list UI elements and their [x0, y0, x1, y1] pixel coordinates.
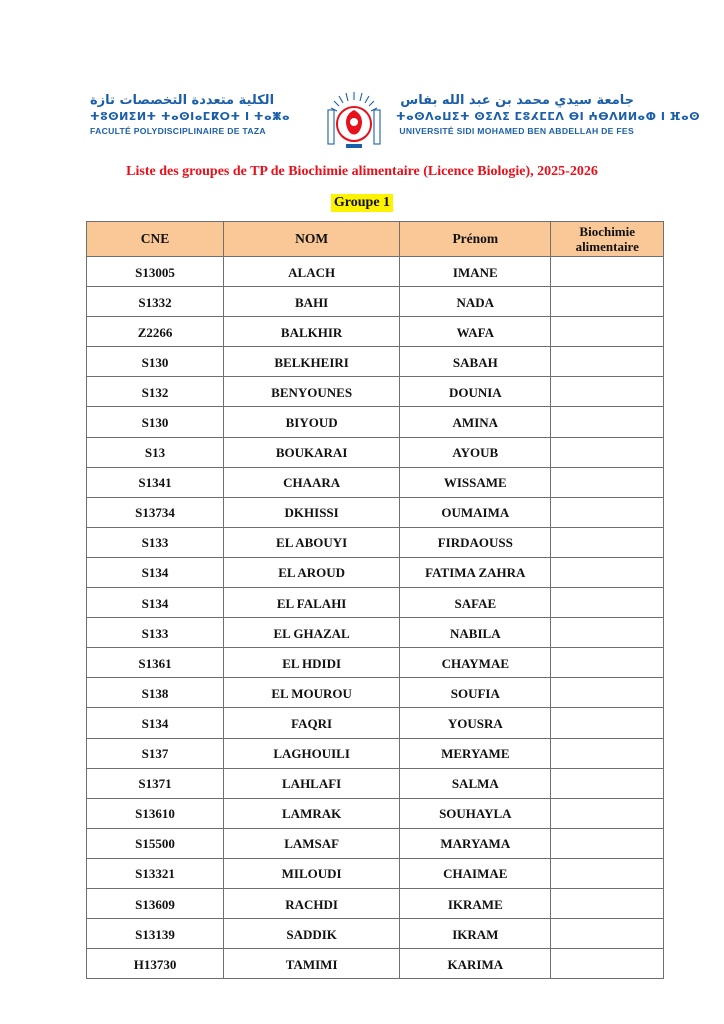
faculty-name-tifinagh: ⵜⵓⵙⵍⵉⵍⵜ ⵜⴰⵙⵏⴰⵎⴽⵔⵜ ⵏ ⵜⴰⵥⴰ — [90, 110, 291, 123]
students-table — [86, 221, 664, 979]
cell-biochimie — [551, 497, 664, 527]
cell-prenom: SABAH — [400, 347, 551, 377]
cell-cne: S13139 — [87, 919, 224, 949]
cell-cne: S13734 — [87, 497, 224, 527]
cell-nom: RACHDI — [224, 888, 400, 918]
cell-prenom: SOUFIA — [400, 678, 551, 708]
cell-biochimie — [551, 377, 664, 407]
table-row — [87, 949, 664, 979]
table-row — [87, 437, 664, 467]
cell-cne: S13610 — [87, 798, 224, 828]
cell-prenom: CHAYMAE — [400, 648, 551, 678]
table-row — [87, 588, 664, 618]
cell-prenom: OUMAIMA — [400, 497, 551, 527]
table-row — [87, 768, 664, 798]
cell-prenom: MERYAME — [400, 738, 551, 768]
cell-nom: ALACH — [224, 257, 400, 287]
cell-prenom: YOUSRA — [400, 708, 551, 738]
cell-nom: LAHLAFI — [224, 768, 400, 798]
cell-biochimie — [551, 738, 664, 768]
table-row — [87, 497, 664, 527]
cell-cne: S130 — [87, 347, 224, 377]
cell-nom: MILOUDI — [224, 858, 400, 888]
cell-biochimie — [551, 588, 664, 618]
letterhead — [88, 92, 701, 150]
cell-biochimie — [551, 618, 664, 648]
cell-nom: BALKHIR — [224, 317, 400, 347]
faculty-block — [90, 92, 328, 138]
cell-cne: S13 — [87, 437, 224, 467]
cell-cne: S137 — [87, 738, 224, 768]
cell-cne: S138 — [87, 678, 224, 708]
document-title: Liste des groupes de TP de Biochimie alimentaire (Licence Biologie), 2025-2026 — [126, 164, 598, 179]
cell-biochimie — [551, 949, 664, 979]
cell-nom: LAMSAF — [224, 828, 400, 858]
table-row — [87, 557, 664, 587]
cell-nom: EL GHAZAL — [224, 618, 400, 648]
cell-nom: BIYOUD — [224, 407, 400, 437]
cell-prenom: AMINA — [400, 407, 551, 437]
cell-cne: H13730 — [87, 949, 224, 979]
cell-nom: EL FALAHI — [224, 588, 400, 618]
cell-cne: S13005 — [87, 257, 224, 287]
cell-nom: LAGHOUILI — [224, 738, 400, 768]
cell-cne: S134 — [87, 588, 224, 618]
column-header-cne: CNE — [87, 222, 224, 257]
cell-cne: S1332 — [87, 287, 224, 317]
cell-prenom: WISSAME — [400, 467, 551, 497]
cell-biochimie — [551, 257, 664, 287]
cell-biochimie — [551, 527, 664, 557]
university-name-arabic: جامعة سيدي محمد بن عبد الله بفاس — [400, 93, 634, 108]
faculty-name-french: FACULTÉ POLYDISCIPLINAIRE DE TAZA — [90, 126, 266, 136]
university-name-french: UNIVERSITÉ SIDI MOHAMED BEN ABDELLAH DE FES — [399, 126, 634, 136]
column-header-nom: NOM — [224, 222, 400, 257]
university-name-tifinagh: ⵜⴰⵙⴷⴰⵡⵉⵜ ⵙⵉⴷⵉ ⵎⵓⵃⵎⵎⴷ ⴱⵏ ⵄⴱⴷⵍⵍⴰⵀ ⵏ ⴼⴰⵙ — [396, 110, 701, 123]
cell-prenom: NABILA — [400, 618, 551, 648]
table-row — [87, 648, 664, 678]
cell-nom: FAQRI — [224, 708, 400, 738]
table-row — [87, 858, 664, 888]
cell-biochimie — [551, 678, 664, 708]
cell-cne: S134 — [87, 708, 224, 738]
cell-biochimie — [551, 648, 664, 678]
cell-prenom: KARIMA — [400, 949, 551, 979]
table-row — [87, 407, 664, 437]
cell-nom: LAMRAK — [224, 798, 400, 828]
cell-cne: S132 — [87, 377, 224, 407]
cell-cne: S15500 — [87, 828, 224, 858]
table-row — [87, 527, 664, 557]
cell-nom: BELKHEIRI — [224, 347, 400, 377]
column-header-biochimie: Biochimie alimentaire — [551, 222, 664, 257]
cell-biochimie — [551, 828, 664, 858]
cell-cne: S130 — [87, 407, 224, 437]
cell-cne: S1341 — [87, 467, 224, 497]
table-row — [87, 738, 664, 768]
table-row — [87, 888, 664, 918]
cell-nom: EL AROUD — [224, 557, 400, 587]
group-label: Groupe 1 — [331, 194, 393, 212]
cell-biochimie — [551, 407, 664, 437]
cell-prenom: FIRDAOUSS — [400, 527, 551, 557]
cell-prenom: SAFAE — [400, 588, 551, 618]
table-row — [87, 317, 664, 347]
table-row — [87, 347, 664, 377]
cell-biochimie — [551, 858, 664, 888]
cell-biochimie — [551, 708, 664, 738]
cell-nom: BOUKARAI — [224, 437, 400, 467]
cell-biochimie — [551, 798, 664, 828]
cell-cne: S134 — [87, 557, 224, 587]
cell-biochimie — [551, 317, 664, 347]
cell-biochimie — [551, 467, 664, 497]
faculty-name-arabic: الكلية متعددة التخصصات تازة — [90, 93, 275, 108]
cell-nom: TAMIMI — [224, 949, 400, 979]
table-row — [87, 828, 664, 858]
table-row — [87, 678, 664, 708]
cell-nom: EL HDIDI — [224, 648, 400, 678]
table-row — [87, 708, 664, 738]
cell-biochimie — [551, 768, 664, 798]
university-seal-logo — [326, 90, 382, 152]
cell-prenom: MARYAMA — [400, 828, 551, 858]
cell-prenom: WAFA — [400, 317, 551, 347]
cell-biochimie — [551, 557, 664, 587]
cell-cne: Z2266 — [87, 317, 224, 347]
cell-biochimie — [551, 347, 664, 377]
cell-cne: S1371 — [87, 768, 224, 798]
cell-nom: EL MOUROU — [224, 678, 400, 708]
cell-biochimie — [551, 919, 664, 949]
table-row — [87, 287, 664, 317]
cell-cne: S13321 — [87, 858, 224, 888]
table-row — [87, 798, 664, 828]
table-row — [87, 919, 664, 949]
table-row — [87, 377, 664, 407]
cell-nom: BAHI — [224, 287, 400, 317]
cell-prenom: SALMA — [400, 768, 551, 798]
cell-nom: BENYOUNES — [224, 377, 400, 407]
cell-prenom: IKRAM — [400, 919, 551, 949]
table-row — [87, 618, 664, 648]
cell-cne: S1361 — [87, 648, 224, 678]
cell-prenom: AYOUB — [400, 437, 551, 467]
cell-cne: S133 — [87, 527, 224, 557]
cell-biochimie — [551, 287, 664, 317]
table-row — [87, 257, 664, 287]
cell-prenom: IMANE — [400, 257, 551, 287]
cell-cne: S13609 — [87, 888, 224, 918]
cell-prenom: SOUHAYLA — [400, 798, 551, 828]
table-row — [87, 467, 664, 497]
cell-nom: SADDIK — [224, 919, 400, 949]
cell-prenom: FATIMA ZAHRA — [400, 557, 551, 587]
table-header-row — [87, 222, 664, 257]
cell-nom: CHAARA — [224, 467, 400, 497]
cell-prenom: DOUNIA — [400, 377, 551, 407]
cell-biochimie — [551, 888, 664, 918]
cell-nom: DKHISSI — [224, 497, 400, 527]
cell-prenom: CHAIMAE — [400, 858, 551, 888]
cell-cne: S133 — [87, 618, 224, 648]
cell-prenom: IKRAME — [400, 888, 551, 918]
cell-biochimie — [551, 437, 664, 467]
cell-prenom: NADA — [400, 287, 551, 317]
university-block — [396, 92, 701, 138]
column-header-prenom: Prénom — [400, 222, 551, 257]
cell-nom: EL ABOUYI — [224, 527, 400, 557]
